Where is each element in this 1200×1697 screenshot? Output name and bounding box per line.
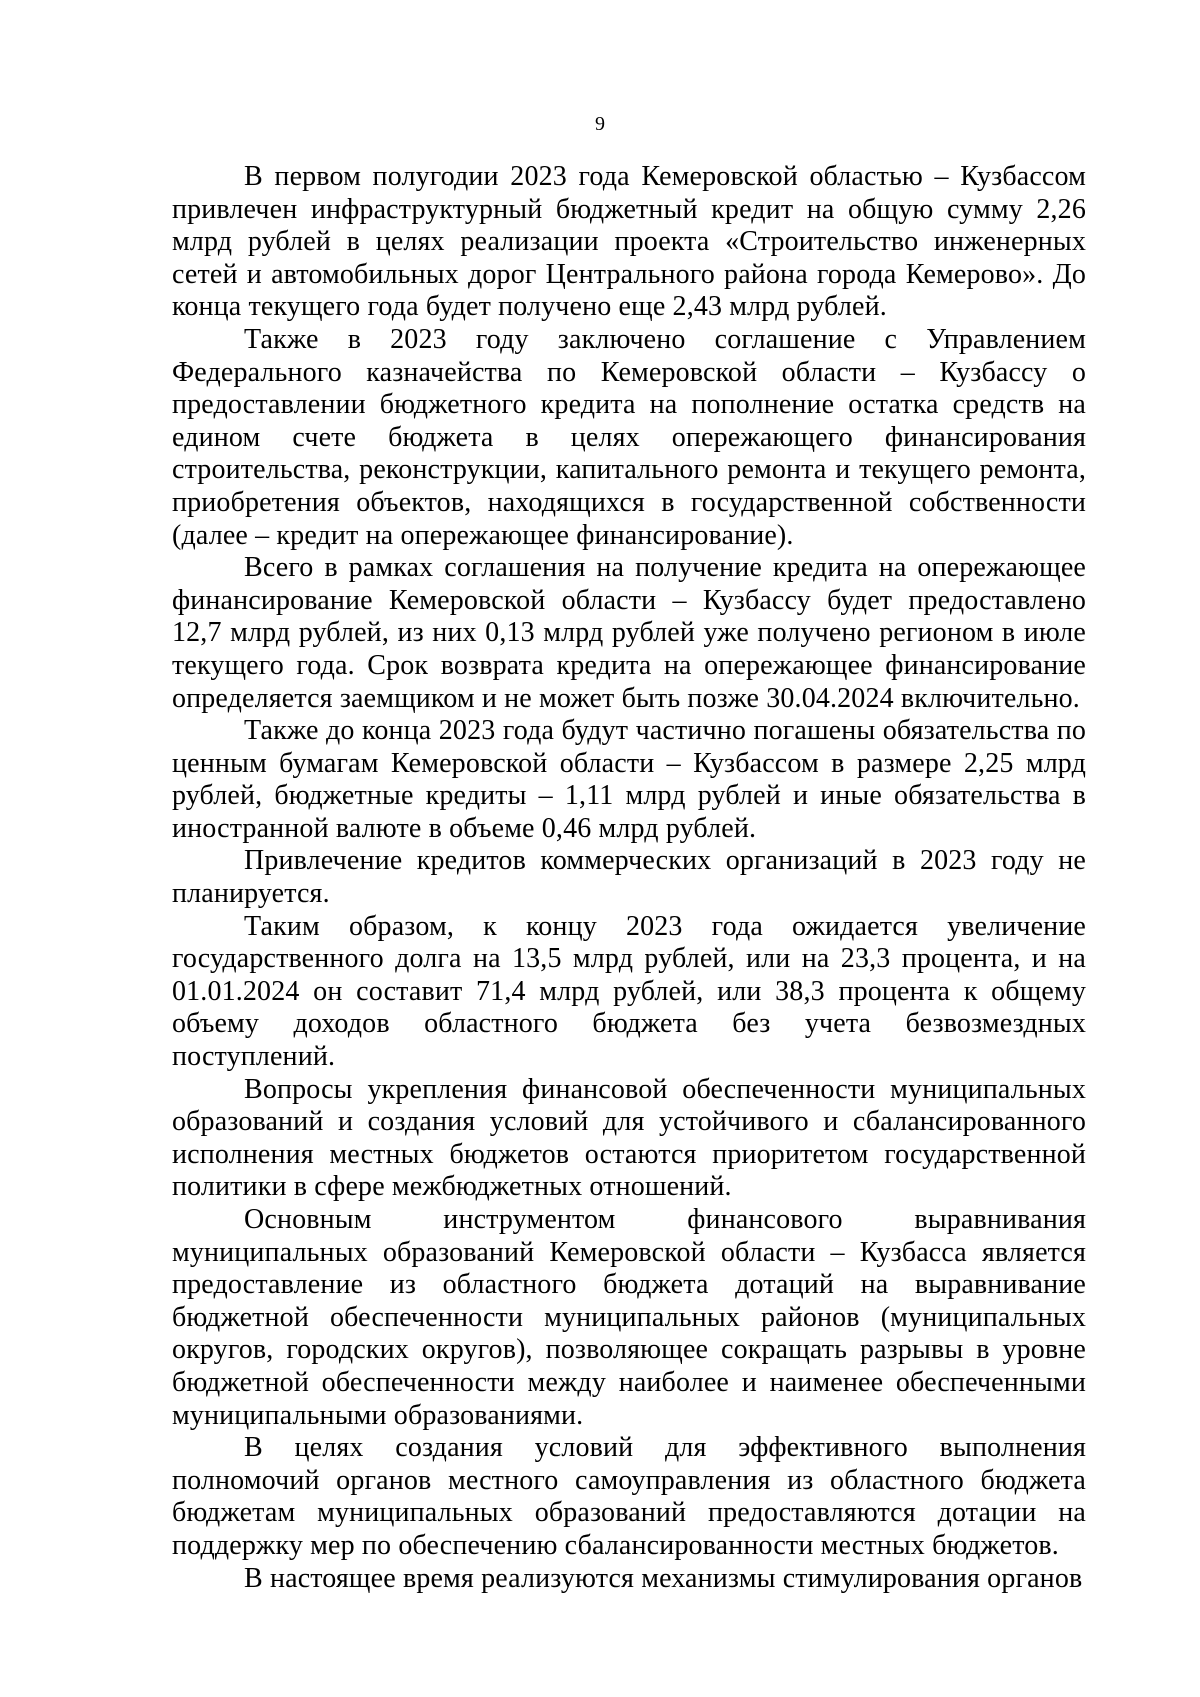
page-number: 9 xyxy=(595,113,605,135)
paragraph-equalization-grants: Основным инструментом финансового выравнивания муниципальных образований Кемеровской области – Кузбасса является предоставление из областного бюджета дотаций на выравнивание бюджетной обеспеченности муниципальных районов (муниципальных округов, городских округов), позволяющее сокращать разрывы в уровне бюджетной обеспеченности между наиболее и наименее обеспеченными муниципальными образованиями. xyxy=(172,1204,1086,1431)
paragraph-advance-financing: Всего в рамках соглашения на получение кредита на опережающее финансирование Кемеровской области – Кузбассу будет предоставлено 12,7 млрд рублей, из них 0,13 млрд рублей уже получено регионом в июле текущего года. Срок возврата кредита на опережающее финансирование определяется заемщиком и не может быть позже 30.04.2024 включительно. xyxy=(172,552,1086,714)
paragraph-commercial-credits: Привлечение кредитов коммерческих организаций в 2023 году не планируется. xyxy=(172,845,1086,910)
paragraph-infrastructure-credit: В первом полугодии 2023 года Кемеровской областью – Кузбассом привлечен инфраструктурный бюджетный кредит на общую сумму 2,26 млрд рублей в целях реализации проекта «Строительство инженерных сетей и автомобильных дорог Центрального района города Кемерово». До конца текущего года будет получено еще 2,43 млрд рублей. xyxy=(172,161,1086,323)
paragraph-balance-grants: В целях создания условий для эффективного выполнения полномочий органов местного самоуправления из областного бюджета бюджетам муниципальных образований предоставляются дотации на поддержку мер по обеспечению сбалансированности местных бюджетов. xyxy=(172,1432,1086,1561)
paragraph-incentive-mechanisms: В настоящее время реализуются механизмы стимулирования органов xyxy=(244,1562,1083,1594)
paragraph-state-debt-total: Таким образом, к концу 2023 года ожидается увеличение государственного долга на 13,5 млрд рублей, или на 23,3 процента, и на 01.01.2024 он составит 71,4 млрд рублей, или 38,3 процента к общему объему доходов областного бюджета без учета безвозмездных поступлений. xyxy=(172,910,1086,1073)
document-body xyxy=(172,161,1086,1595)
paragraph-treasury-agreement: Также в 2023 году заключено соглашение с Управлением Федерального казначейства по Кемеровской области – Кузбассу о предоставлении бюджетного кредита на пополнение остатка средств на едином счете бюджета в целях опережающего финансирования строительства, реконструкции, капитального ремонта и текущего ремонта, приобретения объектов, находящихся в государственной собственности (далее – кредит на опережающее финансирование). xyxy=(172,323,1086,551)
paragraph-debt-repayment: Также до конца 2023 года будут частично погашены обязательства по ценным бумагам Кемеровской области – Кузбассом в размере 2,25 млрд рублей, бюджетные кредиты – 1,11 млрд рублей и иные обязательства в иностранной валюте в объеме 0,46 млрд рублей. xyxy=(172,715,1086,844)
paragraph-municipal-finance: Вопросы укрепления финансовой обеспеченности муниципальных образований и создания условий для устойчивого и сбалансированного исполнения местных бюджетов остаются приоритетом государственной политики в сфере межбюджетных отношений. xyxy=(172,1073,1086,1203)
